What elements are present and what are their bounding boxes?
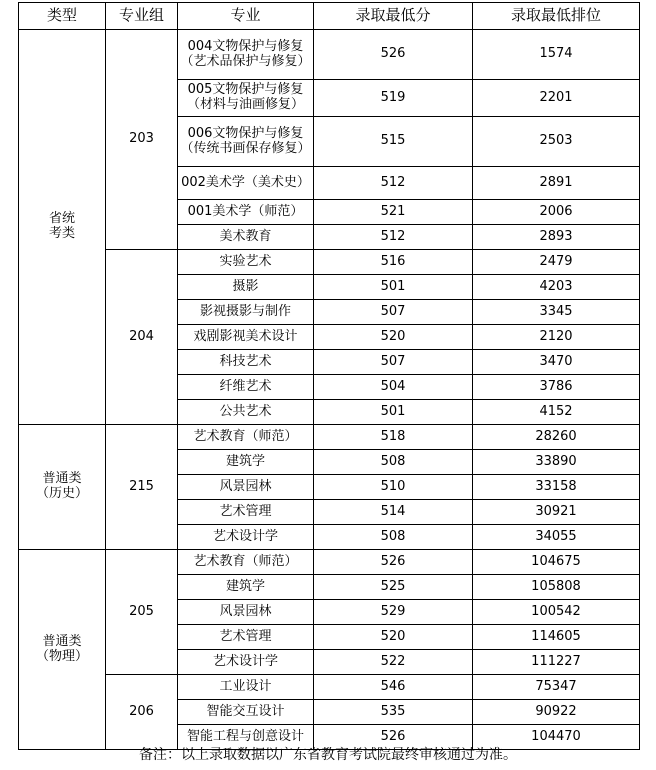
min-score-cell: 516 <box>314 250 473 275</box>
major-cell: 影视摄影与制作 <box>178 300 314 325</box>
table-row <box>19 675 640 700</box>
min-rank-cell: 105808 <box>473 575 640 600</box>
min-score-cell: 535 <box>314 700 473 725</box>
min-rank-cell: 4152 <box>473 400 640 425</box>
major-cell: 摄影 <box>178 275 314 300</box>
min-score-cell: 525 <box>314 575 473 600</box>
group-cell: 204 <box>106 250 178 425</box>
major-cell: 工业设计 <box>178 675 314 700</box>
major-cell: 艺术教育（师范） <box>178 425 314 450</box>
major-cell: 纤维艺术 <box>178 375 314 400</box>
table-row <box>19 425 640 450</box>
min-score-cell: 521 <box>314 200 473 225</box>
min-rank-cell: 30921 <box>473 500 640 525</box>
min-score-cell: 508 <box>314 450 473 475</box>
min-score-cell: 520 <box>314 325 473 350</box>
min-rank-cell: 2006 <box>473 200 640 225</box>
table-row <box>19 250 640 275</box>
min-score-cell: 507 <box>314 300 473 325</box>
min-score-cell: 522 <box>314 650 473 675</box>
group-cell: 203 <box>106 30 178 250</box>
min-rank-cell: 104470 <box>473 725 640 750</box>
category-cell: 省统 考类 <box>19 30 106 425</box>
min-rank-cell: 90922 <box>473 700 640 725</box>
min-score-cell: 519 <box>314 80 473 117</box>
min-score-cell: 514 <box>314 500 473 525</box>
major-cell: 实验艺术 <box>178 250 314 275</box>
major-cell: 公共艺术 <box>178 400 314 425</box>
min-rank-cell: 3345 <box>473 300 640 325</box>
table-header-row <box>19 3 640 30</box>
min-rank-cell: 2479 <box>473 250 640 275</box>
major-cell: 005文物保护与修复（材料与油画修复） <box>178 80 314 117</box>
table-row <box>19 30 640 80</box>
min-score-cell: 520 <box>314 625 473 650</box>
major-cell: 建筑学 <box>178 450 314 475</box>
min-score-cell: 501 <box>314 400 473 425</box>
major-cell: 002美术学（美术史） <box>178 167 314 200</box>
min-rank-cell: 2120 <box>473 325 640 350</box>
min-rank-cell: 100542 <box>473 600 640 625</box>
major-cell: 艺术设计学 <box>178 525 314 550</box>
footnote: 备注：以上录取数据以广东省教育考试院最终审核通过为准。 <box>139 747 517 763</box>
major-cell: 艺术教育（师范） <box>178 550 314 575</box>
major-cell: 艺术设计学 <box>178 650 314 675</box>
major-cell: 智能工程与创意设计 <box>178 725 314 750</box>
major-cell: 科技艺术 <box>178 350 314 375</box>
min-rank-cell: 2201 <box>473 80 640 117</box>
header-group: 专业组 <box>106 3 178 30</box>
min-score-cell: 512 <box>314 225 473 250</box>
group-cell: 206 <box>106 675 178 750</box>
min-score-cell: 526 <box>314 550 473 575</box>
major-cell: 艺术管理 <box>178 500 314 525</box>
min-score-cell: 515 <box>314 117 473 167</box>
min-rank-cell: 4203 <box>473 275 640 300</box>
min-score-cell: 501 <box>314 275 473 300</box>
min-score-cell: 510 <box>314 475 473 500</box>
min-rank-cell: 3470 <box>473 350 640 375</box>
min-score-cell: 508 <box>314 525 473 550</box>
header-type: 类型 <box>19 3 106 30</box>
header-min-score: 录取最低分 <box>314 3 473 30</box>
major-cell: 004文物保护与修复（艺术品保护与修复） <box>178 30 314 80</box>
min-score-cell: 529 <box>314 600 473 625</box>
min-score-cell: 504 <box>314 375 473 400</box>
min-score-cell: 526 <box>314 725 473 750</box>
min-rank-cell: 1574 <box>473 30 640 80</box>
min-score-cell: 518 <box>314 425 473 450</box>
major-cell: 风景园林 <box>178 475 314 500</box>
min-rank-cell: 33890 <box>473 450 640 475</box>
min-rank-cell: 2891 <box>473 167 640 200</box>
major-cell: 建筑学 <box>178 575 314 600</box>
min-score-cell: 546 <box>314 675 473 700</box>
major-cell: 戏剧影视美术设计 <box>178 325 314 350</box>
min-rank-cell: 75347 <box>473 675 640 700</box>
header-major: 专业 <box>178 3 314 30</box>
major-cell: 001美术学（师范） <box>178 200 314 225</box>
min-rank-cell: 3786 <box>473 375 640 400</box>
category-cell: 普通类 （物理） <box>19 550 106 750</box>
admission-score-table <box>18 2 640 750</box>
category-cell: 普通类 （历史） <box>19 425 106 550</box>
major-cell: 风景园林 <box>178 600 314 625</box>
min-rank-cell: 33158 <box>473 475 640 500</box>
min-rank-cell: 2893 <box>473 225 640 250</box>
group-cell: 215 <box>106 425 178 550</box>
min-rank-cell: 111227 <box>473 650 640 675</box>
min-rank-cell: 114605 <box>473 625 640 650</box>
major-cell: 美术教育 <box>178 225 314 250</box>
min-rank-cell: 28260 <box>473 425 640 450</box>
min-score-cell: 526 <box>314 30 473 80</box>
min-score-cell: 507 <box>314 350 473 375</box>
header-min-rank: 录取最低排位 <box>473 3 640 30</box>
major-cell: 006文物保护与修复（传统书画保存修复） <box>178 117 314 167</box>
min-score-cell: 512 <box>314 167 473 200</box>
min-rank-cell: 104675 <box>473 550 640 575</box>
major-cell: 智能交互设计 <box>178 700 314 725</box>
major-cell: 艺术管理 <box>178 625 314 650</box>
table-row <box>19 550 640 575</box>
min-rank-cell: 2503 <box>473 117 640 167</box>
group-cell: 205 <box>106 550 178 675</box>
min-rank-cell: 34055 <box>473 525 640 550</box>
